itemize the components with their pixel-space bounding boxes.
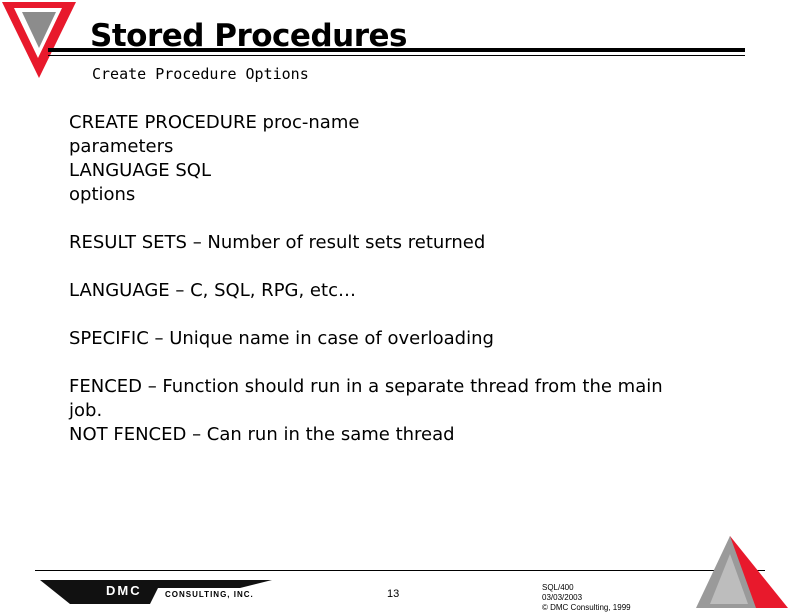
syntax-block (69, 111, 359, 207)
option-specific: SPECIFIC – Unique name in case of overloading (69, 328, 494, 349)
syntax-line-parameters: parameters (69, 136, 174, 157)
option-language: LANGUAGE – C, SQL, RPG, etc… (69, 280, 356, 301)
corner-logo-bottom-icon (694, 534, 790, 610)
footer-course: SQL/400 (542, 583, 574, 592)
page-number: 13 (387, 588, 400, 600)
page-subtitle: Create Procedure Options (92, 65, 309, 83)
syntax-line-options: options (69, 184, 136, 205)
dmc-logo-name: DMC (106, 583, 142, 598)
option-fenced-line2: job. (69, 400, 103, 421)
syntax-line-language: LANGUAGE SQL (69, 160, 212, 181)
option-not-fenced: NOT FENCED – Can run in the same thread (69, 424, 455, 445)
title-underline-thin (48, 55, 745, 56)
footer-copyright: © DMC Consulting, 1999 (542, 603, 631, 612)
option-fenced-line1: FENCED – Function should run in a separate thread from the main (69, 376, 663, 397)
option-fenced (69, 375, 663, 447)
corner-logo-top-icon (0, 0, 100, 80)
syntax-line-create: CREATE PROCEDURE proc-name (69, 112, 360, 133)
footer-date: 03/03/2003 (542, 593, 583, 602)
dmc-logo-subtitle: CONSULTING, INC. (165, 590, 254, 599)
option-result-sets: RESULT SETS – Number of result sets returned (69, 232, 486, 253)
footer-info (542, 583, 631, 613)
footer-rule (35, 570, 765, 571)
page-title: Stored Procedures (90, 18, 407, 54)
